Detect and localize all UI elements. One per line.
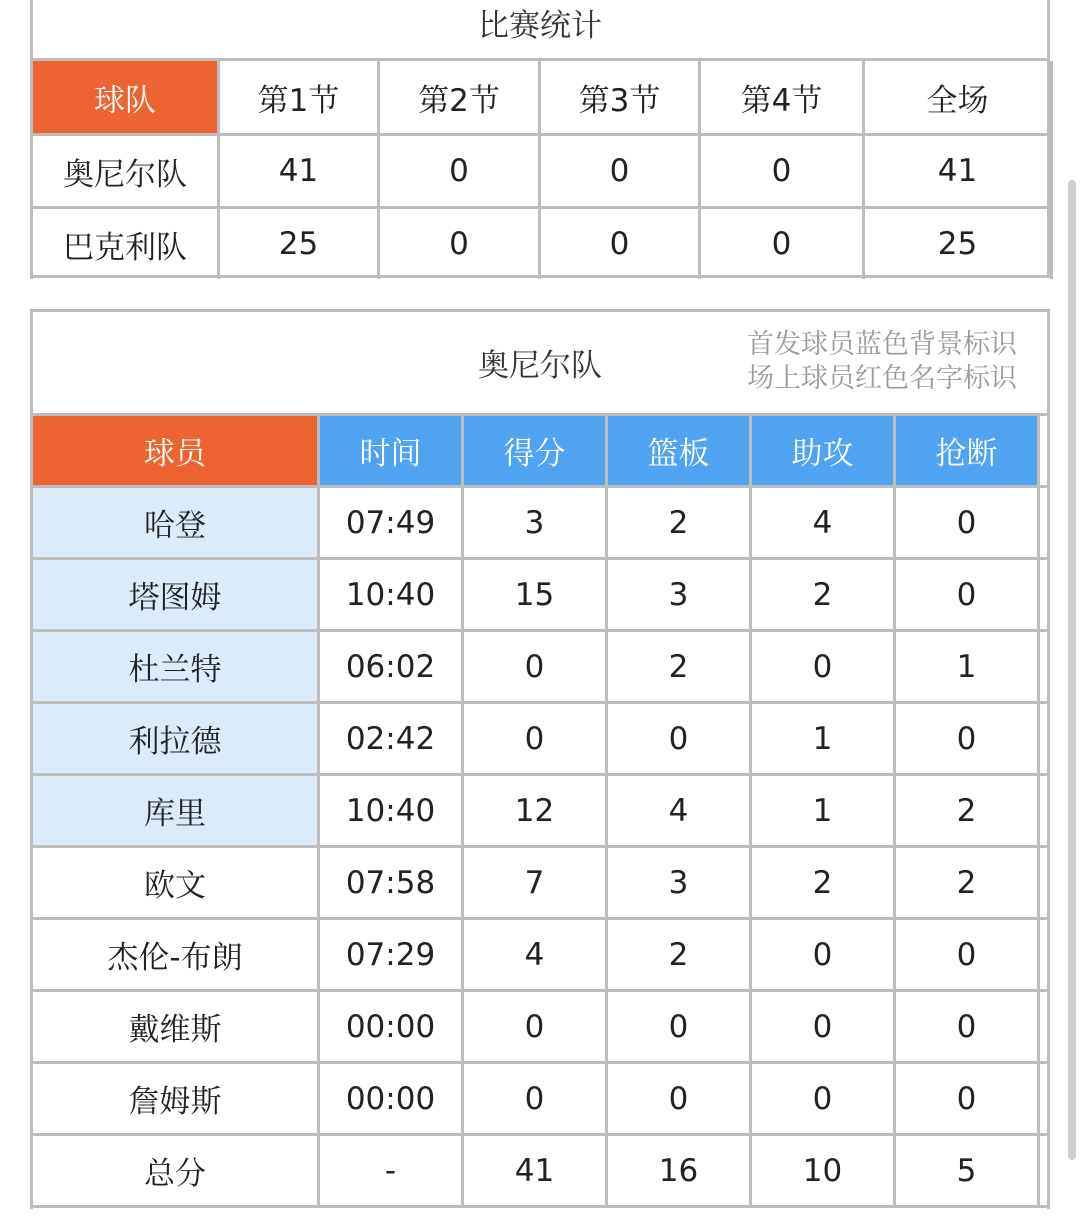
player-row: [32, 991, 1051, 1063]
q2-score: 0: [379, 135, 540, 208]
player-steals: 0: [895, 703, 1039, 775]
player-rebounds: 3: [607, 559, 751, 631]
player-points: 4: [463, 919, 607, 991]
player-steals: 2: [895, 775, 1039, 847]
player-time: 00:00: [319, 1063, 463, 1135]
totals-assists: 10: [751, 1135, 895, 1207]
player-name: 杰伦-布朗: [32, 919, 319, 991]
overflow-cell: [1039, 703, 1051, 775]
player-time: 07:58: [319, 847, 463, 919]
overflow-cell: [1039, 1135, 1051, 1207]
player-steals: 1: [895, 631, 1039, 703]
player-stats-panel: [30, 309, 1050, 1209]
col-points: 得分: [463, 416, 607, 487]
player-assists: 0: [751, 631, 895, 703]
team-row: [32, 135, 1052, 208]
q2-score: 0: [379, 208, 540, 280]
player-assists: 0: [751, 919, 895, 991]
q3-score: 0: [540, 208, 700, 280]
player-time: 00:00: [319, 991, 463, 1063]
player-name: 欧文: [32, 847, 319, 919]
totals-points: 41: [463, 1135, 607, 1207]
col-steals: 抢断: [895, 416, 1039, 487]
player-rebounds: 3: [607, 847, 751, 919]
team-name: 奥尼尔队: [32, 135, 219, 208]
player-points: 0: [463, 703, 607, 775]
overflow-cell: [1039, 487, 1051, 559]
overflow-cell: [1039, 775, 1051, 847]
player-rebounds: 2: [607, 487, 751, 559]
player-row: [32, 487, 1051, 559]
player-points: 0: [463, 991, 607, 1063]
overflow-cell: [1039, 919, 1051, 991]
player-name: 利拉德: [32, 703, 319, 775]
header-q1: 第1节: [219, 61, 379, 135]
player-assists: 0: [751, 1063, 895, 1135]
player-assists: 2: [751, 559, 895, 631]
totals-rebounds: 16: [607, 1135, 751, 1207]
player-time: 07:49: [319, 487, 463, 559]
player-rebounds: 2: [607, 631, 751, 703]
header-q3: 第3节: [540, 61, 700, 135]
player-row: [32, 703, 1051, 775]
header-q2: 第2节: [379, 61, 540, 135]
q1-score: 25: [219, 208, 379, 280]
player-assists: 1: [751, 703, 895, 775]
totals-steals: 5: [895, 1135, 1039, 1207]
player-rebounds: 4: [607, 775, 751, 847]
player-name: 哈登: [32, 487, 319, 559]
player-steals: 0: [895, 1063, 1039, 1135]
player-steals: 0: [895, 487, 1039, 559]
score-summary-panel: [30, 0, 1050, 278]
header-team: 球队: [32, 61, 219, 135]
totals-time: -: [319, 1135, 463, 1207]
player-row: [32, 631, 1051, 703]
player-assists: 4: [751, 487, 895, 559]
overflow-cell: [1039, 1063, 1051, 1135]
player-rebounds: 0: [607, 703, 751, 775]
team-name: 巴克利队: [32, 208, 219, 280]
player-name: 杜兰特: [32, 631, 319, 703]
col-time: 时间: [319, 416, 463, 487]
legend: [747, 328, 1017, 396]
score-summary-table: [30, 61, 1053, 279]
player-row: [32, 847, 1051, 919]
player-steals: 0: [895, 991, 1039, 1063]
header-q4: 第4节: [700, 61, 864, 135]
player-points: 0: [463, 1063, 607, 1135]
score-summary-title: 比赛统计: [33, 0, 1047, 61]
player-time: 06:02: [319, 631, 463, 703]
col-assists: 助攻: [751, 416, 895, 487]
legend-on-court: 场上球员红色名字标识: [747, 363, 1017, 394]
player-points: 0: [463, 631, 607, 703]
totals-label: 总分: [32, 1135, 319, 1207]
player-name: 塔图姆: [32, 559, 319, 631]
total-score: 25: [864, 208, 1052, 280]
player-steals: 2: [895, 847, 1039, 919]
player-row: [32, 559, 1051, 631]
player-name: 詹姆斯: [32, 1063, 319, 1135]
player-steals: 0: [895, 559, 1039, 631]
player-stats-table: [30, 416, 1050, 1208]
player-name: 戴维斯: [32, 991, 319, 1063]
player-rebounds: 0: [607, 1063, 751, 1135]
overflow-cell: [1039, 991, 1051, 1063]
total-score: 41: [864, 135, 1052, 208]
legend-starter: 首发球员蓝色背景标识: [747, 329, 1017, 360]
player-assists: 2: [751, 847, 895, 919]
header-total: 全场: [864, 61, 1052, 135]
player-points: 7: [463, 847, 607, 919]
q4-score: 0: [700, 208, 864, 280]
player-name: 库里: [32, 775, 319, 847]
player-rebounds: 0: [607, 991, 751, 1063]
player-assists: 1: [751, 775, 895, 847]
player-header-row: [32, 416, 1051, 487]
player-time: 02:42: [319, 703, 463, 775]
player-time: 07:29: [319, 919, 463, 991]
score-header-row: [32, 61, 1052, 135]
player-time: 10:40: [319, 559, 463, 631]
col-overflow: [1039, 416, 1051, 487]
q1-score: 41: [219, 135, 379, 208]
player-points: 15: [463, 559, 607, 631]
page-scrollbar[interactable]: [1068, 180, 1076, 1160]
player-row: [32, 1063, 1051, 1135]
q3-score: 0: [540, 135, 700, 208]
player-stats-header: [33, 312, 1047, 416]
team-row: [32, 208, 1052, 280]
player-row: [32, 775, 1051, 847]
player-points: 3: [463, 487, 607, 559]
col-player: 球员: [32, 416, 319, 487]
q4-score: 0: [700, 135, 864, 208]
player-stats-team-title: 奥尼尔队: [478, 348, 602, 384]
overflow-cell: [1039, 847, 1051, 919]
overflow-cell: [1039, 559, 1051, 631]
player-time: 10:40: [319, 775, 463, 847]
player-rebounds: 2: [607, 919, 751, 991]
player-steals: 0: [895, 919, 1039, 991]
player-points: 12: [463, 775, 607, 847]
col-rebounds: 篮板: [607, 416, 751, 487]
totals-row: [32, 1135, 1051, 1207]
player-row: [32, 919, 1051, 991]
player-assists: 0: [751, 991, 895, 1063]
overflow-cell: [1039, 631, 1051, 703]
